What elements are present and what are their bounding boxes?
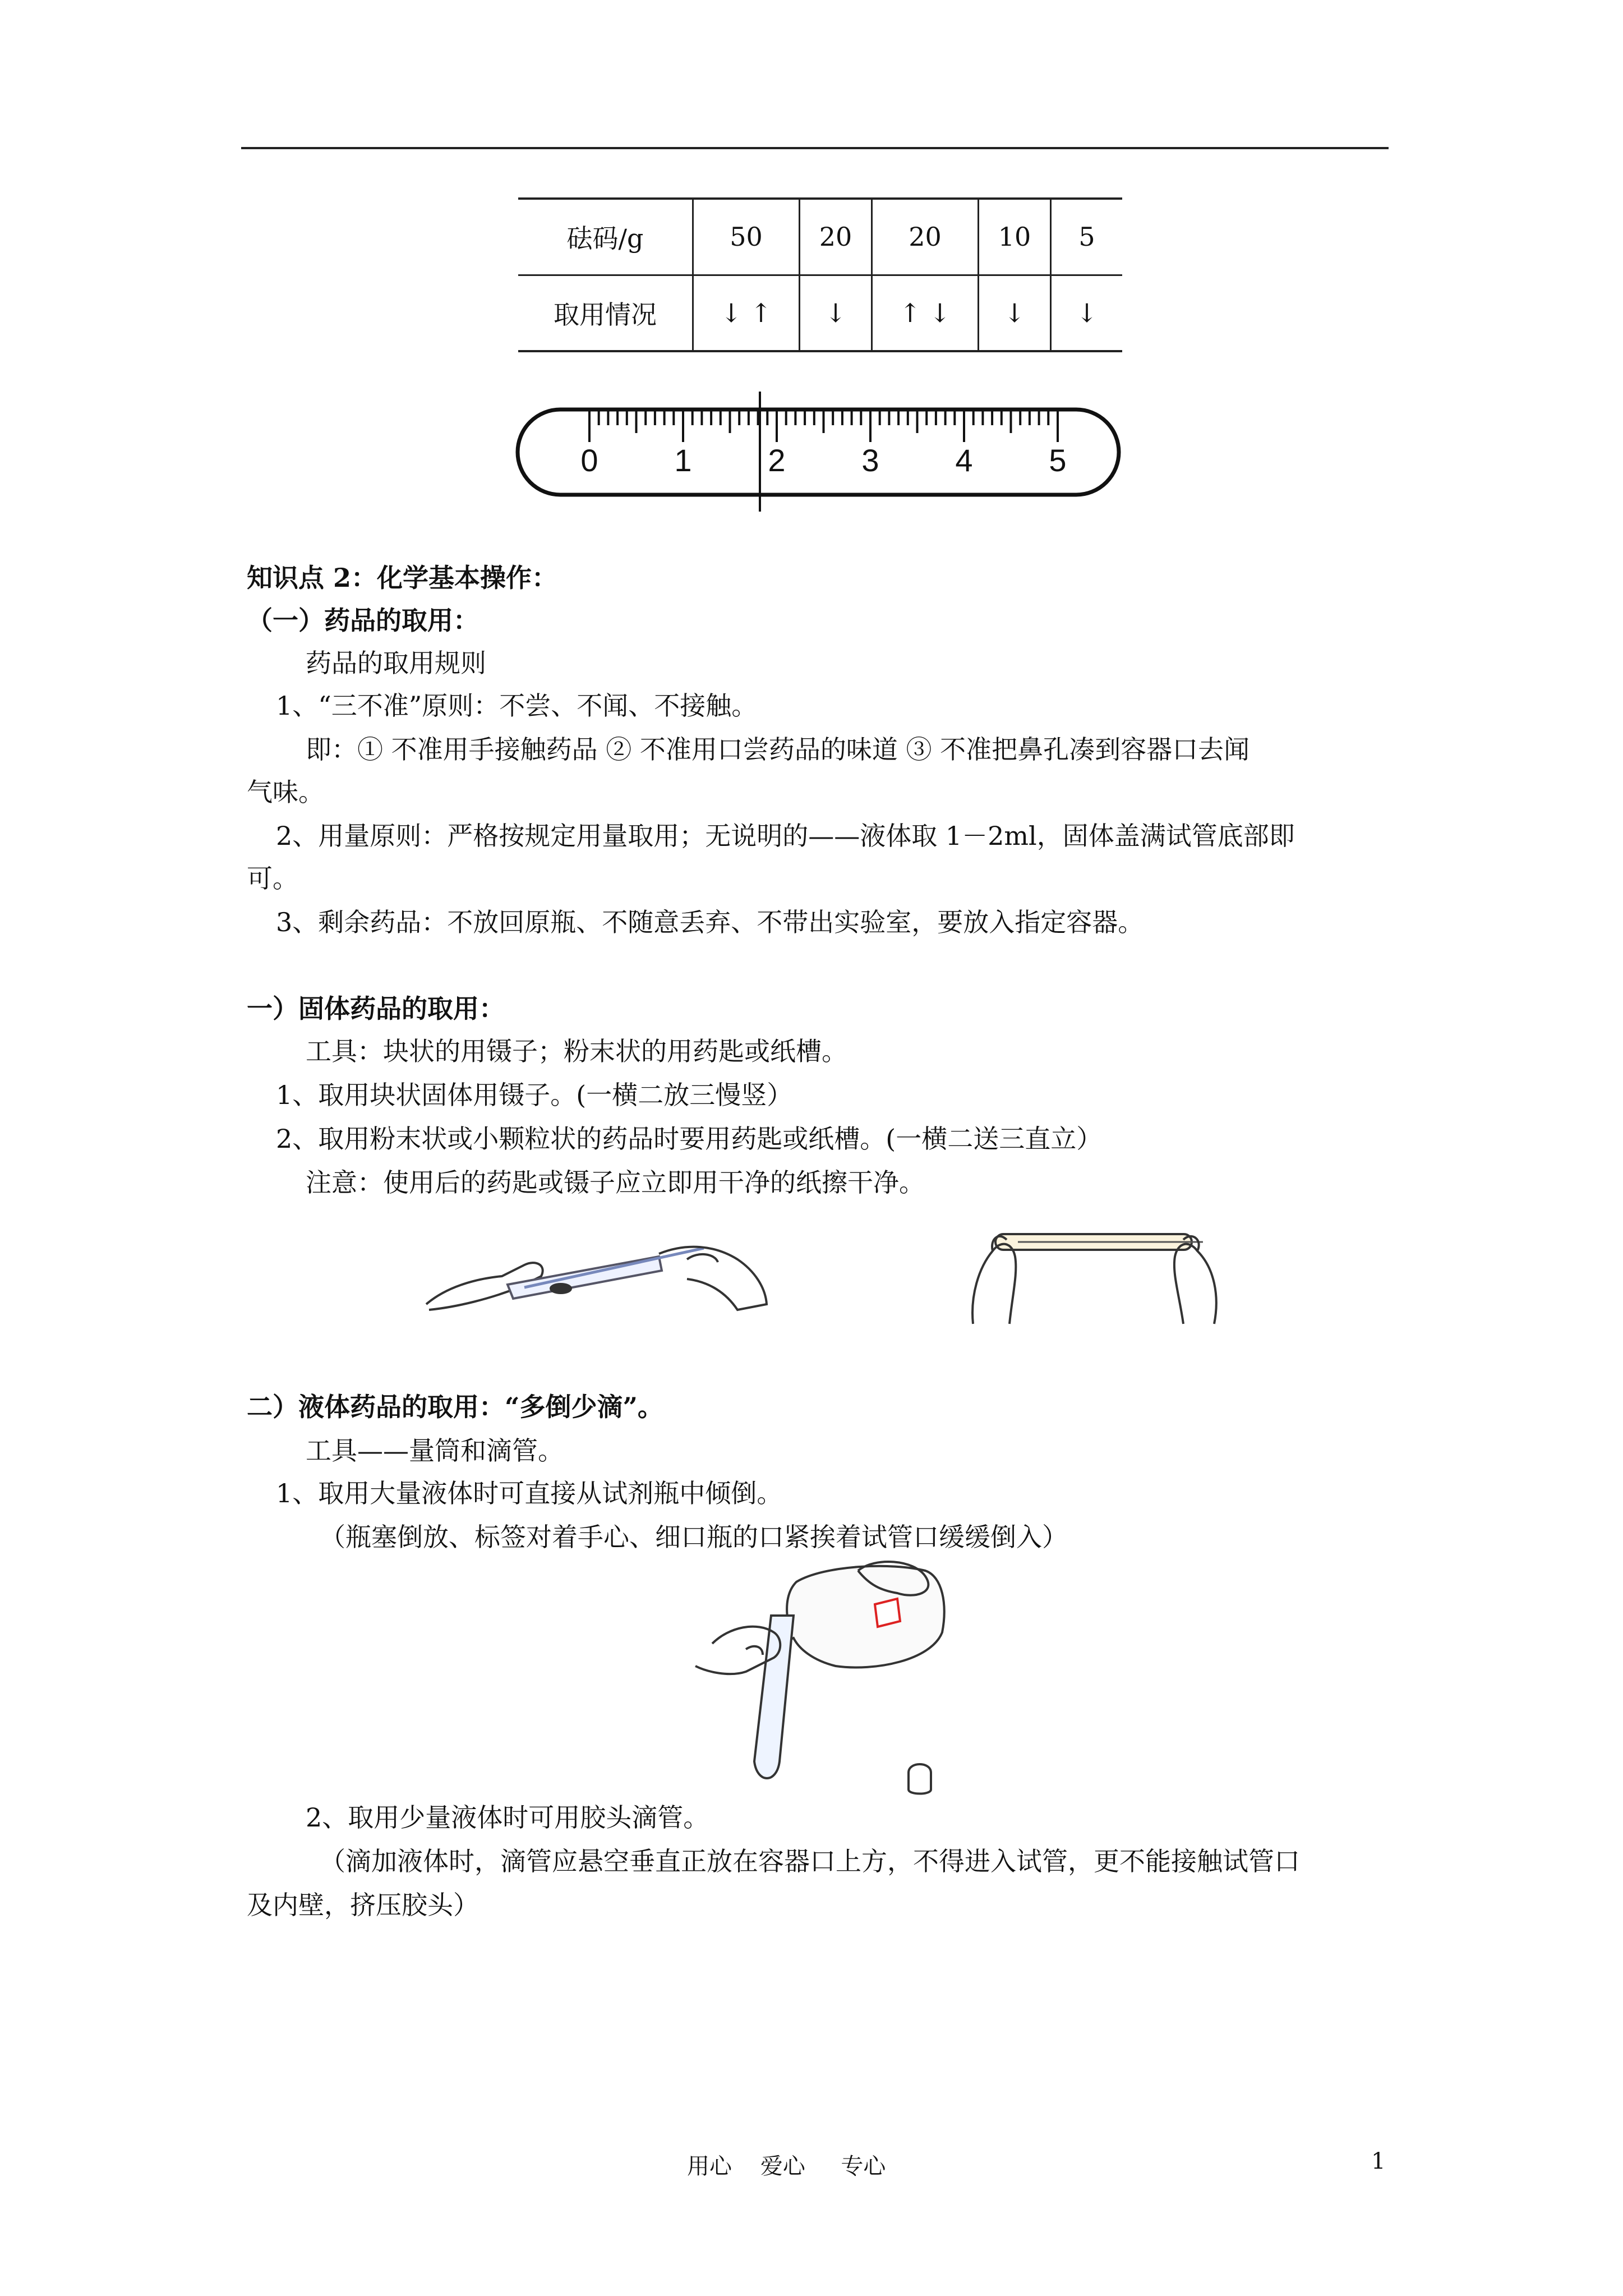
paragraph: 3、剩余药品：不放回原瓶、不随意丢弃、不带出实验室，要放入指定容器。 bbox=[276, 907, 1144, 937]
paragraph: 1、取用块状固体用镊子。(一横二放三慢竖） bbox=[276, 1080, 793, 1110]
table-cell: 砝码/g bbox=[518, 199, 693, 275]
table-cell: ↓ ↑ bbox=[693, 275, 800, 351]
table-cell: ↓ bbox=[1051, 275, 1123, 351]
table-cell: ↓ bbox=[800, 275, 872, 351]
table-cell: 20 bbox=[800, 199, 872, 275]
header-rule bbox=[241, 147, 1389, 149]
table-cell: 取用情况 bbox=[518, 275, 693, 351]
table-cell: 50 bbox=[693, 199, 800, 275]
section-heading: 知识点 2：化学基本操作： bbox=[247, 563, 558, 593]
paragraph: 1、“三不准”原则：不尝、不闻、不接触。 bbox=[276, 691, 758, 721]
paragraph: （滴加液体时，滴管应悬空垂直正放在容器口上方，不得进入试管，更不能接触试管口 bbox=[320, 1846, 1300, 1876]
table-cell: 5 bbox=[1051, 199, 1123, 275]
paragraph: 工具：块状的用镊子；粉末状的用药匙或纸槽。 bbox=[306, 1036, 847, 1066]
paragraph: 2、取用少量液体时可用胶头滴管。 bbox=[306, 1802, 709, 1833]
page-number: 1 bbox=[1371, 2148, 1386, 2174]
table-cell: ↑ ↓ bbox=[872, 275, 979, 351]
ruler-label-1: 1 bbox=[674, 443, 692, 478]
ruler-label-4: 4 bbox=[955, 443, 973, 478]
weights-table bbox=[518, 197, 1122, 352]
table-cell: 10 bbox=[979, 199, 1051, 275]
paragraph: 1、取用大量液体时可直接从试剂瓶中倾倒。 bbox=[276, 1478, 783, 1508]
paragraph: 即：① 不准用手接触药品 ② 不准用口尝药品的味道 ③ 不准把鼻孔凑到容器口去闻 bbox=[306, 734, 1250, 765]
pouring-liquid-illustration bbox=[690, 1559, 953, 1806]
spatula-tube-illustration bbox=[423, 1226, 771, 1315]
paragraph: 药品的取用规则 bbox=[306, 648, 486, 678]
table-cell: ↓ bbox=[979, 275, 1051, 351]
scale-ruler-figure bbox=[513, 387, 1130, 516]
ruler-label-3: 3 bbox=[861, 443, 879, 478]
ruler-label-0: 0 bbox=[580, 443, 598, 478]
section-heading: （一）药品的取用： bbox=[247, 605, 479, 636]
ruler-label-2: 2 bbox=[768, 443, 786, 478]
paragraph: 2、用量原则：严格按规定用量取用；无说明的——液体取 1－2ml，固体盖满试管底部即 bbox=[276, 821, 1295, 851]
paragraph: 可。 bbox=[247, 863, 298, 894]
ruler-label-5: 5 bbox=[1049, 443, 1067, 478]
table-row bbox=[518, 199, 1122, 275]
tweezers-tube-illustration bbox=[967, 1217, 1225, 1329]
paragraph: 注意：使用后的药匙或镊子应立即用干净的纸擦干净。 bbox=[306, 1167, 925, 1198]
table-row bbox=[518, 275, 1122, 351]
footer-motto: 用心 爱心 专心 bbox=[687, 2154, 886, 2179]
section-heading: 一）固体药品的取用： bbox=[247, 993, 505, 1024]
table-cell: 20 bbox=[872, 199, 979, 275]
section-heading: 二）液体药品的取用：“多倒少滴”。 bbox=[247, 1392, 663, 1422]
paragraph: 及内壁，挤压胶头） bbox=[247, 1890, 479, 1920]
paragraph: 工具——量筒和滴管。 bbox=[306, 1435, 564, 1466]
paragraph: （瓶塞倒放、标签对着手心、细口瓶的口紧挨着试管口缓缓倒入） bbox=[320, 1522, 1068, 1552]
paragraph: 气味。 bbox=[247, 777, 324, 807]
paragraph: 2、取用粉末状或小颗粒状的药品时要用药匙或纸槽。(一横二送三直立） bbox=[276, 1124, 1103, 1154]
